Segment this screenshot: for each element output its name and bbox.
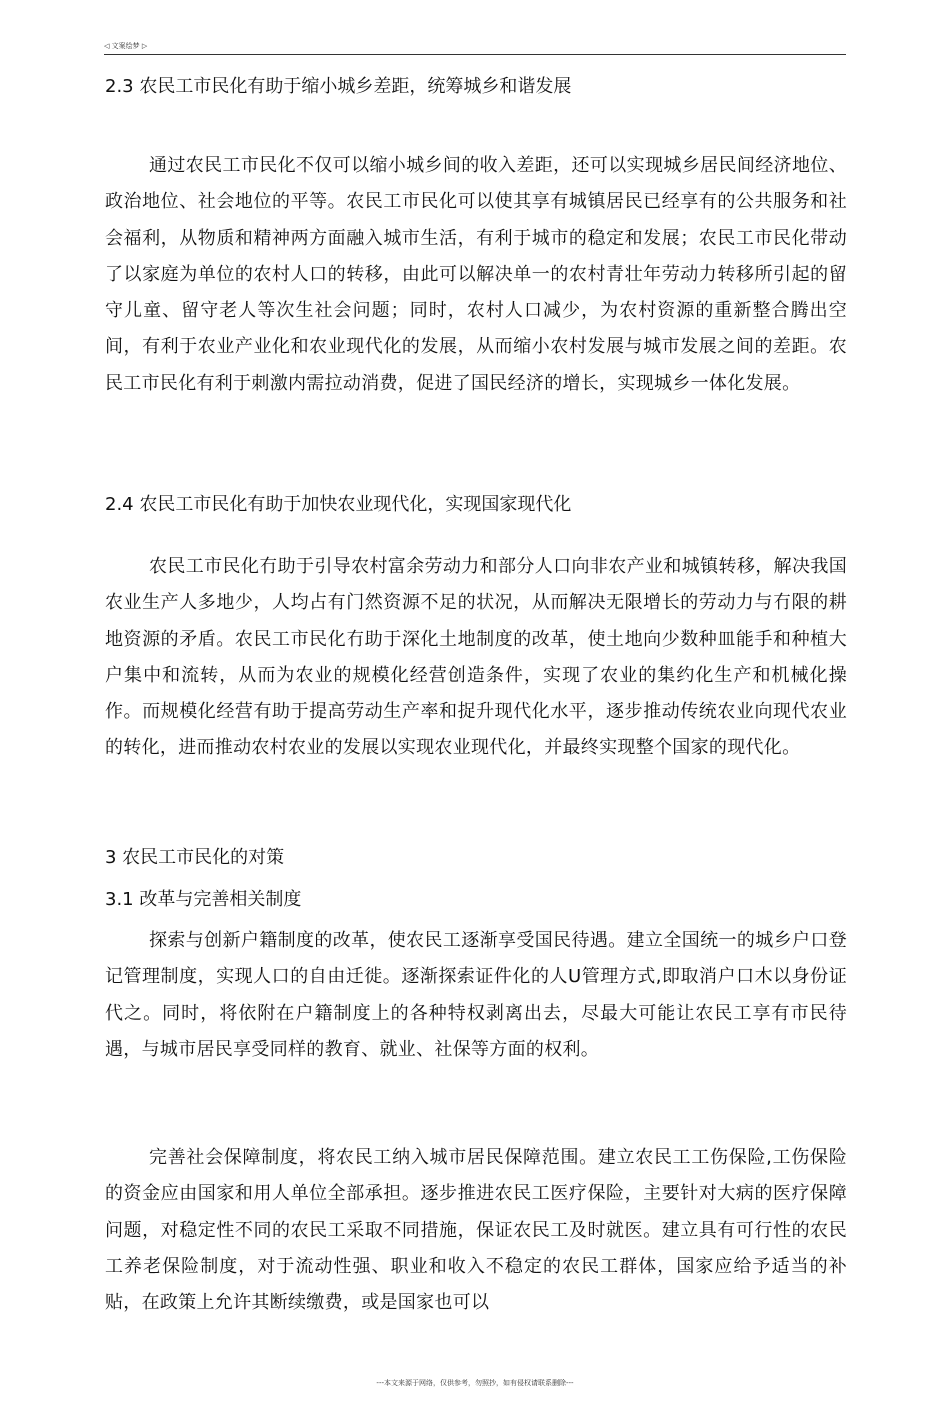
right-triangle-icon: ▷: [141, 42, 148, 50]
page-header: [104, 40, 846, 55]
paragraph-2-4: 农民工市民化冇助于引导农村富余劳动力和部分人口向非农产业和城镇转移，解决我国农业生产人多地少，人均占有门然资源不足的状况，从而解决无限增长的劳动力与冇限的耕地资源的矛盾。农民工市民化冇助于深化土地制度的改革，使土地向少数种皿能手和种植大户集中和流转，从而为农业的规模化经营创造条件，实现了农业的集约化生产和机械化操作。而规模化经营有助于提高劳动生产率和捉升现代化水平，逐步推动传统农业向现代农业的转化，进而推动农村农业的发展以实现农业现代化，并最终实现整个国家的现代化。: [105, 556, 847, 759]
doc-label: 文案绘梦: [111, 42, 140, 50]
left-triangle-icon: ◁: [104, 42, 110, 50]
page-footer: ---本文来源于网络，仅供参考，勿照抄，如有侵权请联系删除---: [376, 1379, 574, 1387]
heading-3: 3 农民工市民化的对策: [105, 847, 285, 868]
paragraph-3-1-social-security: 完善社会保障制度，将农民工纳入城市居民保障范围。建立农民工工伤保险,工伤保险的资金应由国家和用人单位全部承担。逐步推进农民工医疗保险，主要针对大病的医疗保障问题，对稳定性不同的农民工采取不同措施，保证农民工及时就医。建立具有可行性的农民工养老保险制度，对于流动性强、职业和收入不稳定的农民工群体，国家应给予适当的补贴，在政策上允许其断续缴费，或是国家也可以: [105, 1147, 847, 1314]
heading-3-1: 3.1 改革与完善相关制度: [105, 889, 302, 910]
paragraph-2-3: 通过农民工市民化不仅可以缩小城乡间的收入差距，还可以实现城乡居民间经济地位、政治地位、社会地位的平等。农民工市民化可以使其享有城镇居民已经享有的公共服务和社会福利，从物质和精神两方面融入城市生活，有利于城市的稳定和发展；农民工市民化带动了以家庭为单位的农村人口的转移，由此可以解决单一的农村青壮年劳动力转移所引起的留守儿童、留守老人等次生社会问题；同时，农村人口减少，为农村资源的重新整合腾出空间，有利于农业产业化和农业现代化的发展，从而缩小农村发展与城市发展之间的差距。农民工市民化有利于刺激内需拉动消费，促进了国民经济的增长，实现城乡一体化发展。: [105, 155, 847, 394]
heading-2-3: 2.3 农民工市民化有助于缩小城乡差距，统筹城乡和谐发展: [105, 76, 572, 97]
heading-2-4: 2.4 农民工市民化有助于加快农业现代化，实现国家现代化: [105, 494, 572, 515]
paragraph-3-1-household: 探索与创新户籍制度的改革，使农民工逐渐享受国民待遇。建立全国统一的城乡户口登记管理制度，实现人口的自由迁徙。逐渐探索证件化的人U管理方式,即取消户口木以身份证代之。同时，将依附在户籍制度上的各种特权剥离出去，尽最大可能让农民工享有市民待遇，与城市居民享受同样的教育、就业、社保等方面的权利。: [105, 930, 847, 1060]
